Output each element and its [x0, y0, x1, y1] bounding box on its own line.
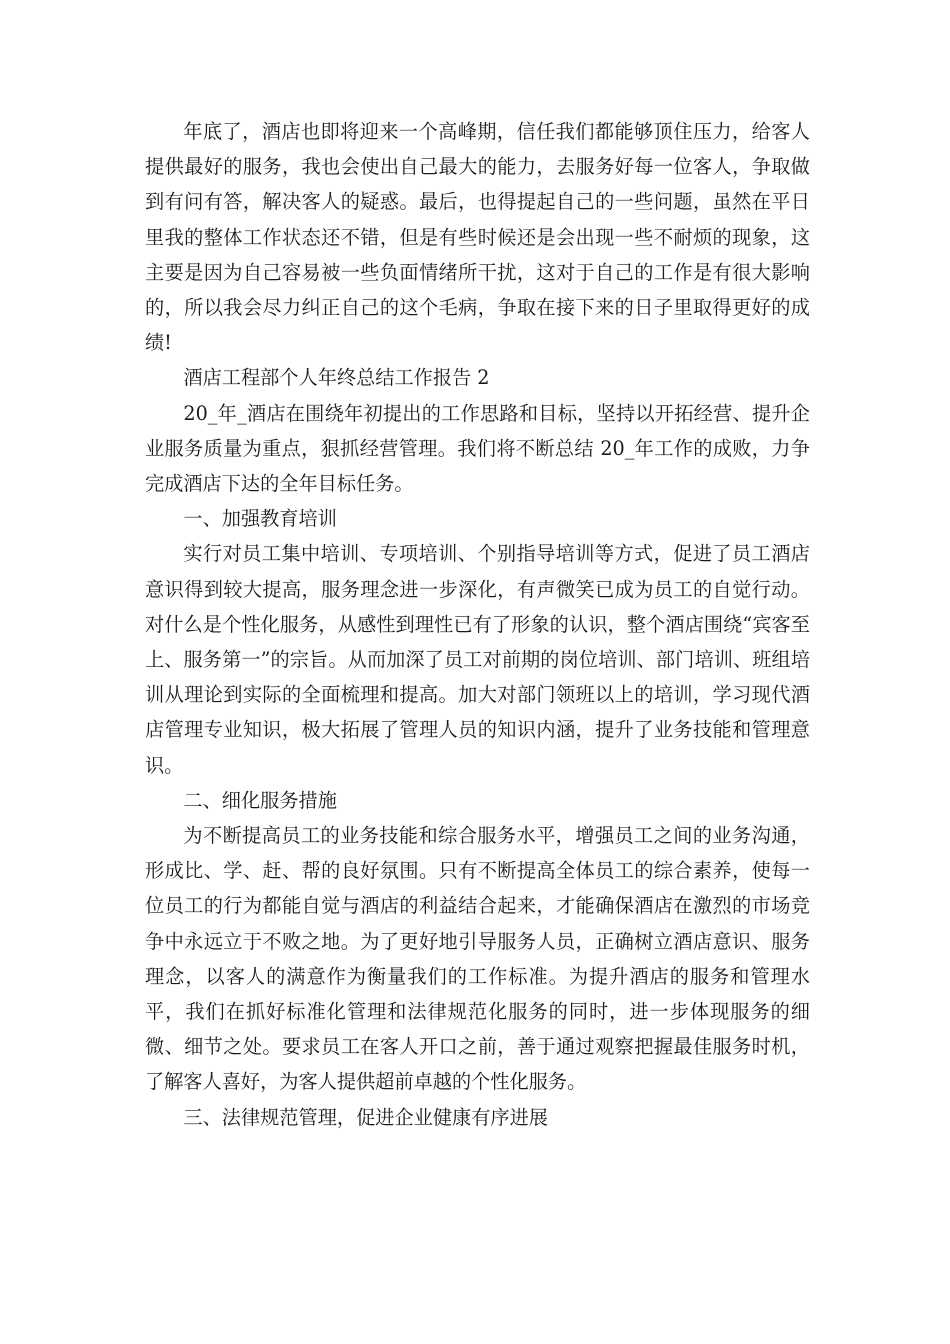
section-heading-management: 三、法律规范管理，促进企业健康有序进展	[183, 1105, 548, 1129]
section-heading-training: 一、加强教育培训	[183, 507, 337, 531]
report-title: 酒店工程部个人年终总结工作报告 2	[183, 366, 490, 390]
section-heading-service: 二、细化服务措施	[183, 788, 337, 812]
paragraph-service: 为不断提高员工的业务技能和综合服务水平，增强员工之间的业务沟通，形成比、学、赶、帮的良好氛围。只有不断提高全体员工的综合素养，使每一位员工的行为都能自觉与酒店的利益结合起来，才能确保酒店在激烈的市场竞争中永远立于不败之地。为了更好地引导服务人员，正确树立酒店意识、服务理念，以客人的满意作为衡量我们的工作标准。为提升酒店的服务和管理水平，我们在抓好标准化管理和法律规范化服务的同时，进一步体现服务的细微、细节之处。要求员工在客人开口之前，善于通过观察把握最佳服务时机，了解客人喜好，为客人提供超前卓越的个性化服务。	[145, 824, 810, 1094]
paragraph-closing-remarks: 年底了，酒店也即将迎来一个高峰期，信任我们都能够顶住压力，给客人提供最好的服务，我也会使出自己最大的能力，去服务好每一位客人，争取做到有问有答，解决客人的疑惑。最后，也得提起自己的一些问题，虽然在平日里我的整体工作状态还不错，但是有些时候还是会出现一些不耐烦的现象，这主要是因为自己容易被一些负面情绪所干扰，这对于自己的工作是有很大影响的，所以我会尽力纠正自己的这个毛病，争取在接下来的日子里取得更好的成绩!	[145, 120, 810, 355]
paragraph-intro: 20_年_酒店在围绕年初提出的工作思路和目标，坚持以开拓经营、提升企业服务质量为重点，狠抓经营管理。我们将不断总结 20_年工作的成败，力争完成酒店下达的全年目标任务。	[145, 401, 810, 496]
document-body	[145, 114, 810, 1135]
paragraph-training: 实行对员工集中培训、专项培训、个别指导培训等方式，促进了员工酒店意识得到较大提高，服务理念进一步深化，有声微笑已成为员工的自觉行动。对什么是个性化服务，从感性到理性已有了形象的认识，整个酒店围绕“宾客至上、服务第一”的宗旨。从而加深了员工对前期的岗位培训、部门培训、班组培训从理论到实际的全面梳理和提高。加大对部门领班以上的培训，学习现代酒店管理专业知识，极大拓展了管理人员的知识内涵，提升了业务技能和管理意识。	[145, 542, 810, 777]
